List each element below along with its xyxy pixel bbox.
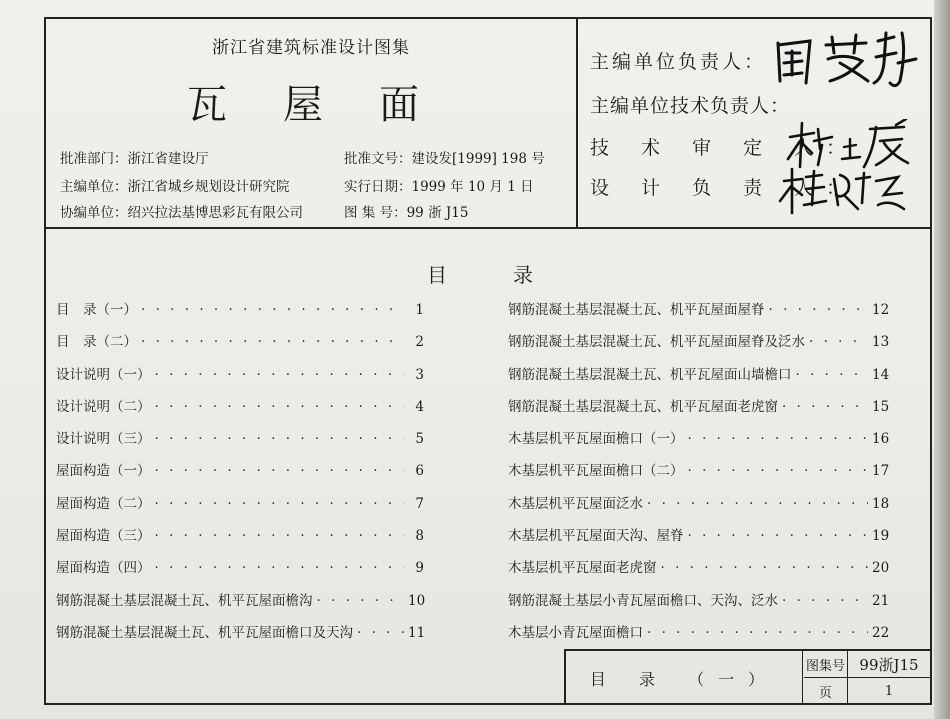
toc-item[interactable]: 设计说明（一） · · · 3: [56, 363, 424, 395]
toc-item[interactable]: 钢筋混凝土基层混凝土瓦、机平瓦屋面檐沟 · · · 10: [56, 589, 424, 621]
toc-item[interactable]: 屋面构造（一） · · · 6: [56, 459, 424, 491]
toc-item[interactable]: 木基层小青瓦屋面檐口 · · · 22: [508, 621, 888, 653]
approval-doc: [344, 147, 545, 167]
toc-item[interactable]: 钢筋混凝土基层混凝土瓦、机平瓦屋面山墙檐口 · · · 14: [508, 363, 888, 395]
editor-unit: [60, 175, 290, 195]
signature-designer: [778, 165, 908, 221]
toc-item[interactable]: 钢筋混凝土基层混凝土瓦、机平瓦屋面屋脊及泛水 · · · 13: [508, 330, 888, 362]
co-editor-label: 协编单位：: [60, 205, 128, 221]
toc-item[interactable]: 钢筋混凝土基层小青瓦屋面檐口、天沟、泛水 · · · 21: [508, 589, 888, 621]
co-editor-unit: [60, 201, 303, 221]
chief-responsible-label: 主编单位负责人：: [590, 51, 767, 73]
co-editor-value: 绍兴拉法基博思彩瓦有限公司: [127, 205, 303, 221]
toc-item[interactable]: 屋面构造（四） · · · 9: [56, 556, 424, 588]
impl-date: [344, 175, 534, 195]
signature-chief: [770, 23, 920, 93]
approval-doc-label: 批准文号：: [344, 151, 412, 167]
approval-dept-value: 浙江省建设厅: [127, 151, 209, 167]
scan-edge: [934, 0, 950, 719]
drawing-frame: [44, 17, 932, 705]
toc-item[interactable]: 木基层机平瓦屋面老虎窗 · · · 20: [508, 556, 888, 588]
toc-item[interactable]: 木基层机平瓦屋面檐口（一） · · · 16: [508, 427, 888, 459]
impl-date-value: 1999 年 10 月 1 日: [411, 179, 534, 195]
toc-item[interactable]: 屋面构造（三） · · · 8: [56, 524, 424, 556]
approval-dept: [60, 147, 209, 167]
toc-item[interactable]: 木基层机平瓦屋面天沟、屋脊 · · · 19: [508, 524, 888, 556]
toc-item[interactable]: 设计说明（二） · · · 4: [56, 395, 424, 427]
toc-item[interactable]: 目 录（一） · · · 1: [56, 298, 424, 330]
toc-item[interactable]: 钢筋混凝土基层混凝土瓦、机平瓦屋面檐口及天沟 · · · 11: [56, 621, 424, 653]
atlas-number: [344, 201, 468, 221]
toc-right-column: [508, 298, 888, 653]
impl-date-label: 实行日期：: [344, 179, 412, 195]
sheet-name: 目 录 （一）: [566, 651, 803, 705]
atlas-no-label-cell: 图集号: [804, 651, 848, 678]
toc-item[interactable]: 钢筋混凝土基层混凝土瓦、机平瓦屋面老虎窗 · · · 15: [508, 395, 888, 427]
atlas-no-cell: 99浙J15: [848, 651, 930, 678]
title-block: [564, 649, 930, 705]
design-lead-label: 设 计 负 责 人：: [590, 177, 859, 199]
responsibility-block: [578, 19, 930, 227]
toc-item[interactable]: 目 录（二） · · · 2: [56, 330, 424, 362]
toc-item[interactable]: 木基层机平瓦屋面泛水 · · · 18: [508, 492, 888, 524]
header-block: [46, 19, 930, 229]
approval-dept-label: 批准部门：: [60, 151, 128, 167]
approval-doc-value: 建设发[1999] 198 号: [411, 151, 545, 167]
atlas-no-label: 图 集 号：: [344, 205, 407, 221]
toc-item[interactable]: 木基层机平瓦屋面檐口（二） · · · 17: [508, 459, 888, 491]
main-title: 瓦屋面: [187, 82, 475, 128]
page-number-cell: 1: [884, 684, 894, 699]
toc-item[interactable]: 设计说明（三） · · · 5: [56, 427, 424, 459]
toc-item[interactable]: 屋面构造（二） · · · 7: [56, 492, 424, 524]
editor-label: 主编单位：: [60, 179, 128, 195]
tech-responsible-label: 主编单位技术负责人：: [590, 95, 791, 117]
editor-value: 浙江省城乡规划设计研究院: [127, 179, 290, 195]
page-label-cell: 页: [804, 678, 848, 705]
atlas-title: 浙江省建筑标准设计图集: [212, 38, 410, 58]
header-info: [46, 19, 578, 227]
toc-left-column: [56, 298, 424, 653]
toc-item[interactable]: 钢筋混凝土基层混凝土瓦、机平瓦屋面屋脊 · · · 12: [508, 298, 888, 330]
atlas-no-value: 99 浙 J15: [406, 205, 469, 221]
tech-reviewer-label: 技 术 审 定 人：: [590, 137, 859, 159]
contents-title: 目录: [427, 263, 599, 287]
